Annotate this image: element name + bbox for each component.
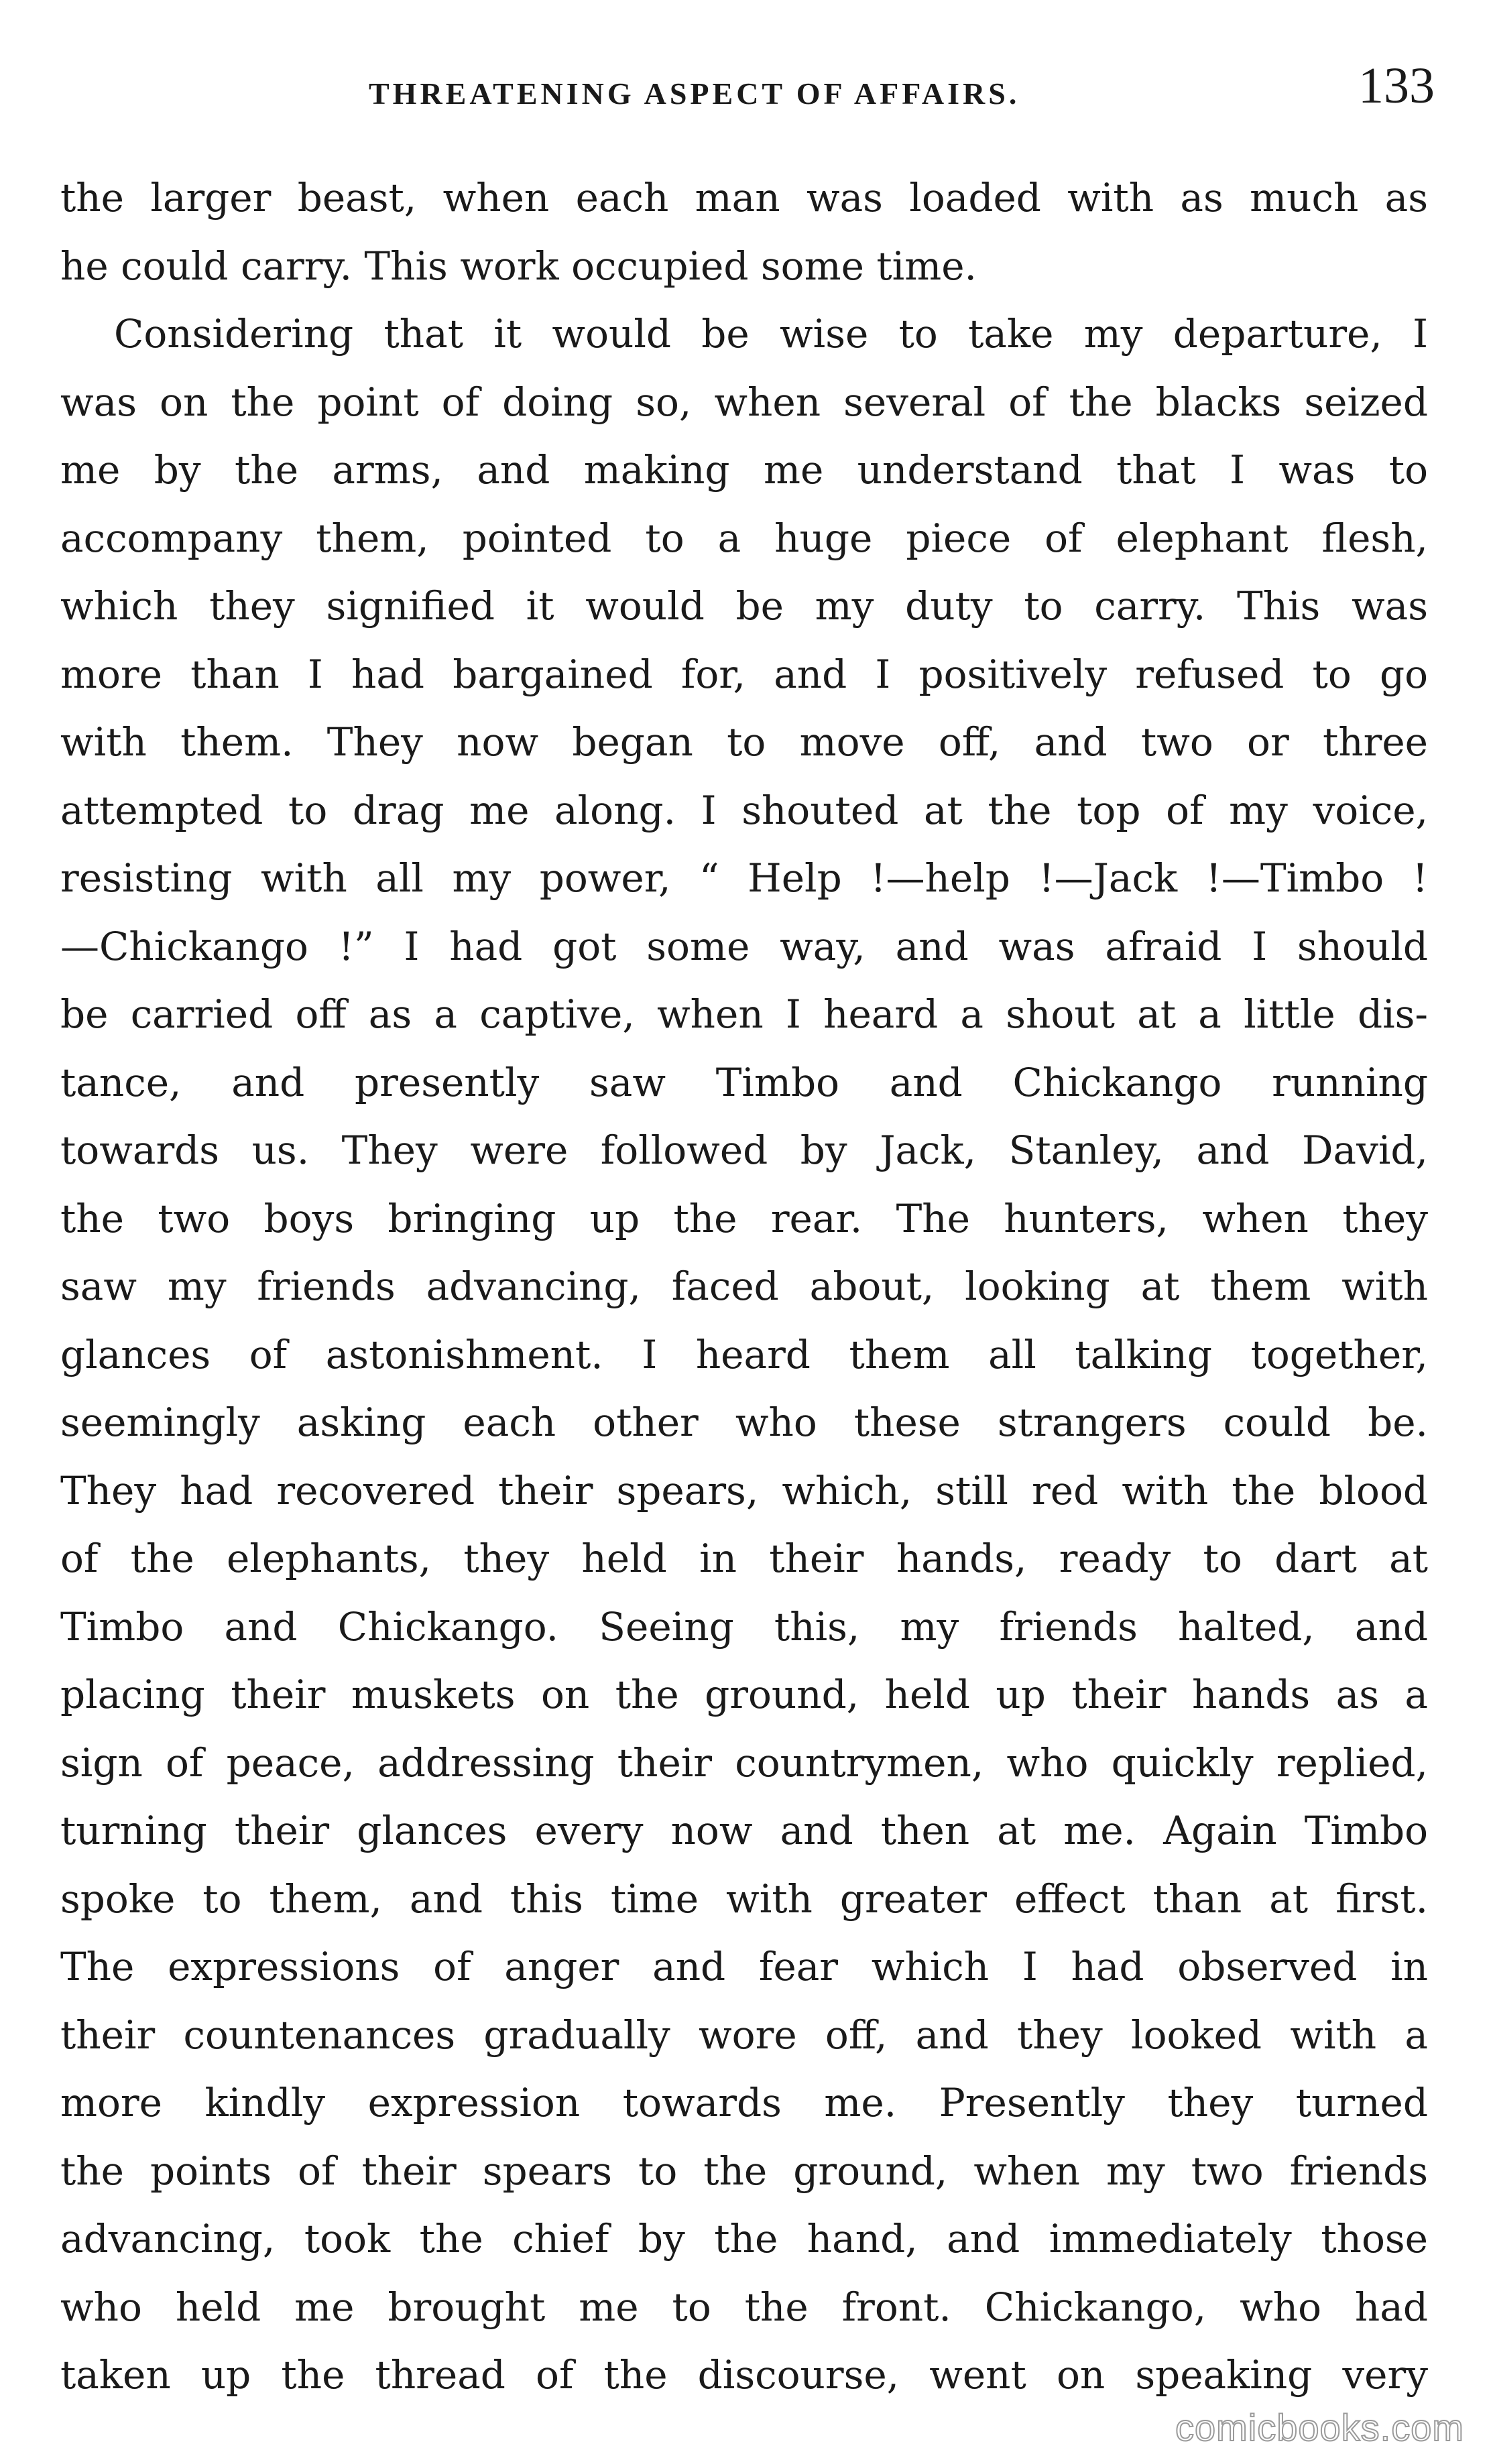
- text-line: resisting with all my power, “ Help !—help !—Jack !—Timbo !: [60, 855, 1428, 901]
- text-line: The expressions of anger and fear which I had observed in: [60, 1944, 1428, 1989]
- body-text: [60, 164, 1428, 2410]
- text-line: turning their glances every now and then at me. Again Timbo: [60, 1808, 1428, 1853]
- text-line: with them. They now began to move off, and two or three: [60, 719, 1428, 765]
- text-line: the two boys bringing up the rear. The hunters, when they: [60, 1195, 1428, 1241]
- text-line: towards us. They were followed by Jack, Stanley, and David,: [60, 1127, 1428, 1173]
- text-line: their countenances gradually wore off, and they looked with a: [60, 2012, 1428, 2058]
- watermark: comicbooks.com: [1175, 2406, 1464, 2449]
- text-line: of the elephants, they held in their hands, ready to dart at: [60, 1536, 1428, 1581]
- text-line: tance, and presently saw Timbo and Chickango running: [60, 1059, 1428, 1105]
- text-line: more than I had bargained for, and I positively refused to go: [60, 651, 1428, 697]
- text-line: spoke to them, and this time with greater effect than at first.: [60, 1875, 1428, 1922]
- text-line: seemingly asking each other who these strangers could be.: [60, 1400, 1428, 1445]
- text-line: taken up the thread of the discourse, went on speaking very: [60, 2352, 1428, 2398]
- text-line: he could carry. This work occupied some time.: [60, 243, 977, 289]
- text-line: accompany them, pointed to a huge piece of elephant flesh,: [60, 515, 1428, 561]
- text-line: be carried off as a captive, when I heard a shout at a little dis-: [60, 991, 1428, 1037]
- text-line: attempted to drag me along. I shouted at the top of my voice,: [60, 787, 1428, 833]
- text-line: the larger beast, when each man was loaded with as much as: [60, 175, 1428, 221]
- text-line: —Chickango !” I had got some way, and was afraid I should: [60, 923, 1428, 969]
- text-line: advancing, took the chief by the hand, and immediately those: [60, 2216, 1428, 2262]
- text-line: was on the point of doing so, when several of the blacks seized: [60, 379, 1428, 425]
- running-title: THREATENING ASPECT OF AFFAIRS.: [369, 76, 1020, 111]
- text-line: saw my friends advancing, faced about, looking at them with: [60, 1264, 1428, 1309]
- page-header: [60, 57, 1435, 131]
- text-line: the points of their spears to the ground, when my two friends: [60, 2148, 1428, 2194]
- text-line: sign of peace, addressing their countrymen, who quickly replied,: [60, 1739, 1428, 1786]
- text-line: which they signified it would be my duty to carry. This was: [60, 583, 1428, 629]
- text-line: more kindly expression towards me. Presently they turned: [60, 2080, 1428, 2126]
- text-line: me by the arms, and making me understand that I was to: [60, 447, 1428, 493]
- text-line: placing their muskets on the ground, held up their hands as a: [60, 1672, 1428, 1717]
- text-line: Considering that it would be wise to take my departure, I: [114, 311, 1428, 357]
- text-line: They had recovered their spears, which, still red with the blood: [60, 1467, 1428, 1514]
- text-line: glances of astonishment. I heard them all talking together,: [60, 1331, 1428, 1377]
- page-number: 133: [1358, 58, 1435, 114]
- text-line: who held me brought me to the front. Chickango, who had: [60, 2284, 1428, 2330]
- text-line: Timbo and Chickango. Seeing this, my friends halted, and: [60, 1603, 1428, 1650]
